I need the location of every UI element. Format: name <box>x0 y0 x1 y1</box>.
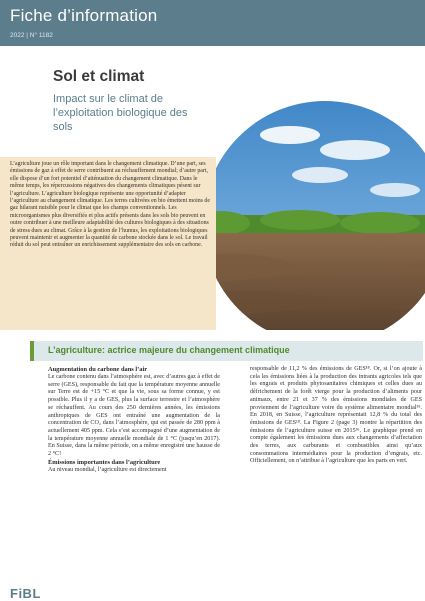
document-type-title: Fiche d’information <box>10 6 158 25</box>
page-title: Sol et climat <box>53 68 145 85</box>
text-column-left <box>48 366 220 474</box>
page-subtitle: Impact sur le climat de l’exploitation biologique des sols <box>53 93 188 133</box>
field-photo <box>180 95 425 330</box>
section-accent <box>30 341 34 361</box>
subheading-emissions: Émissions importantes dans l’agriculture <box>48 458 161 466</box>
text-column-right <box>250 366 422 466</box>
fibl-logo: FiBL <box>10 586 41 601</box>
paragraph-emissions-start: Au niveau mondial, l’agriculture est directement <box>48 466 167 473</box>
subheading-carbon: Augmentation du carbone dans l’air <box>48 366 148 373</box>
section-title: L’agriculture: actrice majeure du changement climatique <box>48 345 290 355</box>
issue-number: 2022 | N° 1182 <box>10 32 53 39</box>
intro-box <box>0 157 216 330</box>
header-bar <box>0 0 425 46</box>
intro-text: L’agriculture joue un rôle important dans le changement climatique. D’une part, ses émissions de gaz à effet de serre contribuent au réchauffement mondial; d’autre part, elle dispose d’un fort potentiel d’atténuation du changement climatique. Dans le même temps, les répercussions négatives des changements climatiques pèsent sur l’agriculture. L’agriculture biologique représente une opportunité d’adapter l’agriculture au changement climatique. Les terres cultivées en bio émettent moins de gaz hilarant nuisible pour le climat que les champs conventionnels. Les microorganismes plus diversifiés et plus actifs présents dans les sols bio peuvent en outre contribuer à une meilleure adaptabilité des cultures biologiques à des situations de stress dues au climat. Grâce à la gestion de l’humus, les exploitations biologiques peuvent maintenir et augmenter la quantité de carbone stockée dans le sol. Le travail réduit du sol peut entraîner un enrichissement supplémentaire des sols en carbone. <box>10 161 210 249</box>
paragraph-carbon: Le carbone contenu dans l’atmosphère est, avec d’autres gaz à effet de serre (GES), responsable du fait que la température moyenne annuelle sur Terre est de +15 °C et que la vie, sous sa forme connue, y est possible. Plus il y a de GES, plus la surface terrestre et l’atmosphère se réchauffent. Au cours des 250 dernières années, les émissions anthropiques de GES ont entraîné une augmentation de la concentration de CO₂ dans l’atmosphère, qui est passée de 280 ppm à actuellement 405 ppm. Cela s’est accompagné d’une augmentation de la température moyenne annuelle mondiale de 1 °C (jusqu’en 2017). En Suisse, dans la même période, on a même enregistré une hausse de 2 °C! <box>48 374 220 458</box>
paragraph-emissions-cont: responsable de 11,2 % des émissions de GES¹⁸. Or, si l’on ajoute à cela les émissions liées à la production des intrants agricoles tels que les engrais et produits phytosanitaires chimiques et celles dues au défrichement de la forêt vierge pour la production d’aliments pour animaux, entre 21 et 37 % des émissions mondiales de GES proviennent de l’agriculture voire du système alimentaire mondial³⁵. En 2018, en Suisse, l’agriculture représentait 12,8 % du total des émissions de GES¹⁸. La Figure 2 (page 3) montre la répartition des émissions de l’agriculture suisse en 2015³⁶. Le graphique prend en compte également les émissions dues aux changements d’affectation des terres, aux carburants et combustibles ainsi qu’aux consommations intermédiaires pour la production d’engrais, etc. Officiellement, on n’attribue à l’agriculture que les parts en vert. <box>250 366 422 465</box>
